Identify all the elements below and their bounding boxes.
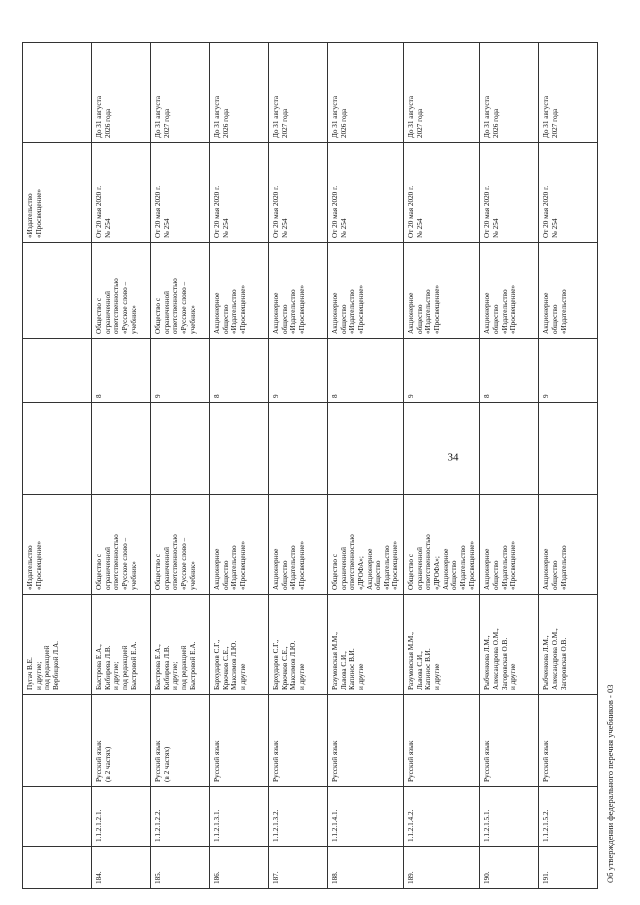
- cell-code: 1.1.2.1.3.2.: [269, 787, 328, 847]
- cell-publisher: Общество с ограниченной ответственностью «Русское слово – учебник»: [92, 495, 151, 595]
- cell-authors: Рыбченкова Л.М., Александрова О.М., Загоровская О.В. и другие: [480, 595, 539, 695]
- cell-publisher: Акционерное общество «Издательство «Просвещение»: [269, 495, 328, 595]
- cell-grade: 9: [269, 339, 328, 403]
- cell-order: От 20 мая 2020 г. № 254: [539, 143, 598, 243]
- cell-subject: Русский язык (в 2 частях): [92, 695, 151, 787]
- table-row: [92, 43, 151, 889]
- textbook-table: [22, 42, 598, 889]
- cell-order: От 20 мая 2020 г. № 254: [210, 143, 269, 243]
- cell-authors: Быстрова Е.А., Кибирева Л.В. и другие; под редакцией Быстровой Е.А.: [92, 595, 151, 695]
- cell-authors: Разумовская М.М., Львова С.И., Капинос В.И. и другие: [328, 595, 404, 695]
- cell-subject: Русский язык: [328, 695, 404, 787]
- cell-empty: [210, 403, 269, 495]
- cell-authors: Бархударов С.Г., Крючков С.Е., Максимов Л.Ю. и другие: [210, 595, 269, 695]
- cell-subject: Русский язык: [539, 695, 598, 787]
- cell-authors: Рыбченкова Л.М., Александрова О.М., Загоровская О.В.: [539, 595, 598, 695]
- cell-order: От 20 мая 2020 г. № 254: [92, 143, 151, 243]
- cell-deadline: До 31 августа 2026 года: [328, 43, 404, 143]
- cell-authors: Разумовская М.М., Львова С.И., Капинос В.И. и другие: [404, 595, 480, 695]
- cell-subject: Русский язык: [269, 695, 328, 787]
- cell-publisher-2: Акционерное общество «Издательство «Просвещение»: [404, 243, 480, 339]
- cell-code: 1.1.2.1.3.1.: [210, 787, 269, 847]
- cell-authors: Быстрова Е.А., Кибирева Л.В. и другие; под редакцией Быстровой Е.А.: [151, 595, 210, 695]
- cell-grade: 8: [328, 339, 404, 403]
- cell-publisher: Акционерное общество «Издательство «Просвещение»: [480, 495, 539, 595]
- cell-order: От 20 мая 2020 г. № 254: [151, 143, 210, 243]
- cell-deadline: До 31 августа 2026 года: [92, 43, 151, 143]
- cell-grade: 9: [151, 339, 210, 403]
- cell-deadline: До 31 августа 2026 года: [210, 43, 269, 143]
- cell-subject: Русский язык: [480, 695, 539, 787]
- cell-empty: [480, 403, 539, 495]
- cell-deadline: До 31 августа 2027 года: [404, 43, 480, 143]
- cell-publisher: Общество с ограниченной ответственностью «ДРОФА»; Акционерное общество «Издательство «Просвещение»: [404, 495, 480, 595]
- cell-number: 187.: [269, 847, 328, 889]
- cell-publisher-2: Акционерное общество «Издательство «Просвещение»: [269, 243, 328, 339]
- cell-code: 1.1.2.1.4.2.: [404, 787, 480, 847]
- cell-empty: [328, 403, 404, 495]
- cell-grade: 9: [404, 339, 480, 403]
- cell-empty: [539, 403, 598, 495]
- cell-deadline: До 31 августа 2026 года: [480, 43, 539, 143]
- cell-publisher: Общество с ограниченной ответственностью «Русское слово – учебник»: [151, 495, 210, 595]
- cell-publisher-2: «Издательство «Просвещение»: [23, 143, 92, 243]
- cell-publisher-2: Общество с ограниченной ответственностью «Русское слово – учебник»: [151, 243, 210, 339]
- table-row: [328, 43, 404, 889]
- cell-authors: Бархударов С.Г., Крючков С.Е., Максимов Л.Ю. и другие: [269, 595, 328, 695]
- cell-empty: [151, 403, 210, 495]
- table-row: [269, 43, 328, 889]
- cell-publisher-2: Акционерное общество «Издательство «Просвещение»: [328, 243, 404, 339]
- cell-number: 186.: [210, 847, 269, 889]
- cell-code: 1.1.2.1.4.1.: [328, 787, 404, 847]
- cell-code: 1.1.2.1.2.2.: [151, 787, 210, 847]
- page-number: 34: [447, 451, 459, 464]
- cell-publisher-2: Общество с ограниченной ответственностью «Русское слово – учебник»: [92, 243, 151, 339]
- cell-deadline: До 31 августа 2027 года: [269, 43, 328, 143]
- cell-deadline: До 31 августа 2027 года: [151, 43, 210, 143]
- table-row: [210, 43, 269, 889]
- cell-publisher: Акционерное общество «Издательство: [539, 495, 598, 595]
- cell-order: От 20 мая 2020 г. № 254: [480, 143, 539, 243]
- cell-publisher: «Издательство «Просвещение»: [23, 495, 92, 595]
- cell-order: От 20 мая 2020 г. № 254: [404, 143, 480, 243]
- cell-subject: Русский язык: [210, 695, 269, 787]
- cell-empty: [404, 403, 480, 495]
- table-row-fragment: [23, 43, 92, 889]
- cell-grade: 8: [210, 339, 269, 403]
- cell-number: 184.: [92, 847, 151, 889]
- cell-deadline: До 31 августа 2027 года: [539, 43, 598, 143]
- cell-number: 191.: [539, 847, 598, 889]
- cell-order: От 20 мая 2020 г. № 254: [269, 143, 328, 243]
- cell-code: 1.1.2.1.5.2.: [539, 787, 598, 847]
- table-row: [404, 43, 480, 889]
- cell-code: 1.1.2.1.5.1.: [480, 787, 539, 847]
- cell-publisher-2: Акционерное общество «Издательство «Просвещение»: [480, 243, 539, 339]
- cell-grade: 8: [92, 339, 151, 403]
- cell-number: 189.: [404, 847, 480, 889]
- cell-subject: Русский язык (в 2 частях): [151, 695, 210, 787]
- cell-publisher: Общество с ограниченной ответственностью «ДРОФА»; Акционерное общество «Издательство «Просвещение»: [328, 495, 404, 595]
- cell-publisher: Акционерное общество «Издательство «Просвещение»: [210, 495, 269, 595]
- cell-number: 190.: [480, 847, 539, 889]
- cell-empty: [269, 403, 328, 495]
- table-row: [480, 43, 539, 889]
- cell-grade: 9: [539, 339, 598, 403]
- footer-text: Об утверждении федерального перечня учебников - 03: [605, 684, 615, 883]
- cell-empty: [92, 403, 151, 495]
- cell-grade: 8: [480, 339, 539, 403]
- table-row: [151, 43, 210, 889]
- cell-subject: Русский язык: [404, 695, 480, 787]
- table-row: [539, 43, 598, 889]
- cell-code: 1.1.2.1.2.1.: [92, 787, 151, 847]
- cell-number: 188.: [328, 847, 404, 889]
- cell-publisher-2: Акционерное общество «Издательство: [539, 243, 598, 339]
- cell-number: 185.: [151, 847, 210, 889]
- cell-publisher-2: Акционерное общество «Издательство «Просвещение»: [210, 243, 269, 339]
- cell-authors: Пугач В.Е. и другие; под редакцией Вербицкой Л.А.: [23, 595, 92, 695]
- cell-order: От 20 мая 2020 г. № 254: [328, 143, 404, 243]
